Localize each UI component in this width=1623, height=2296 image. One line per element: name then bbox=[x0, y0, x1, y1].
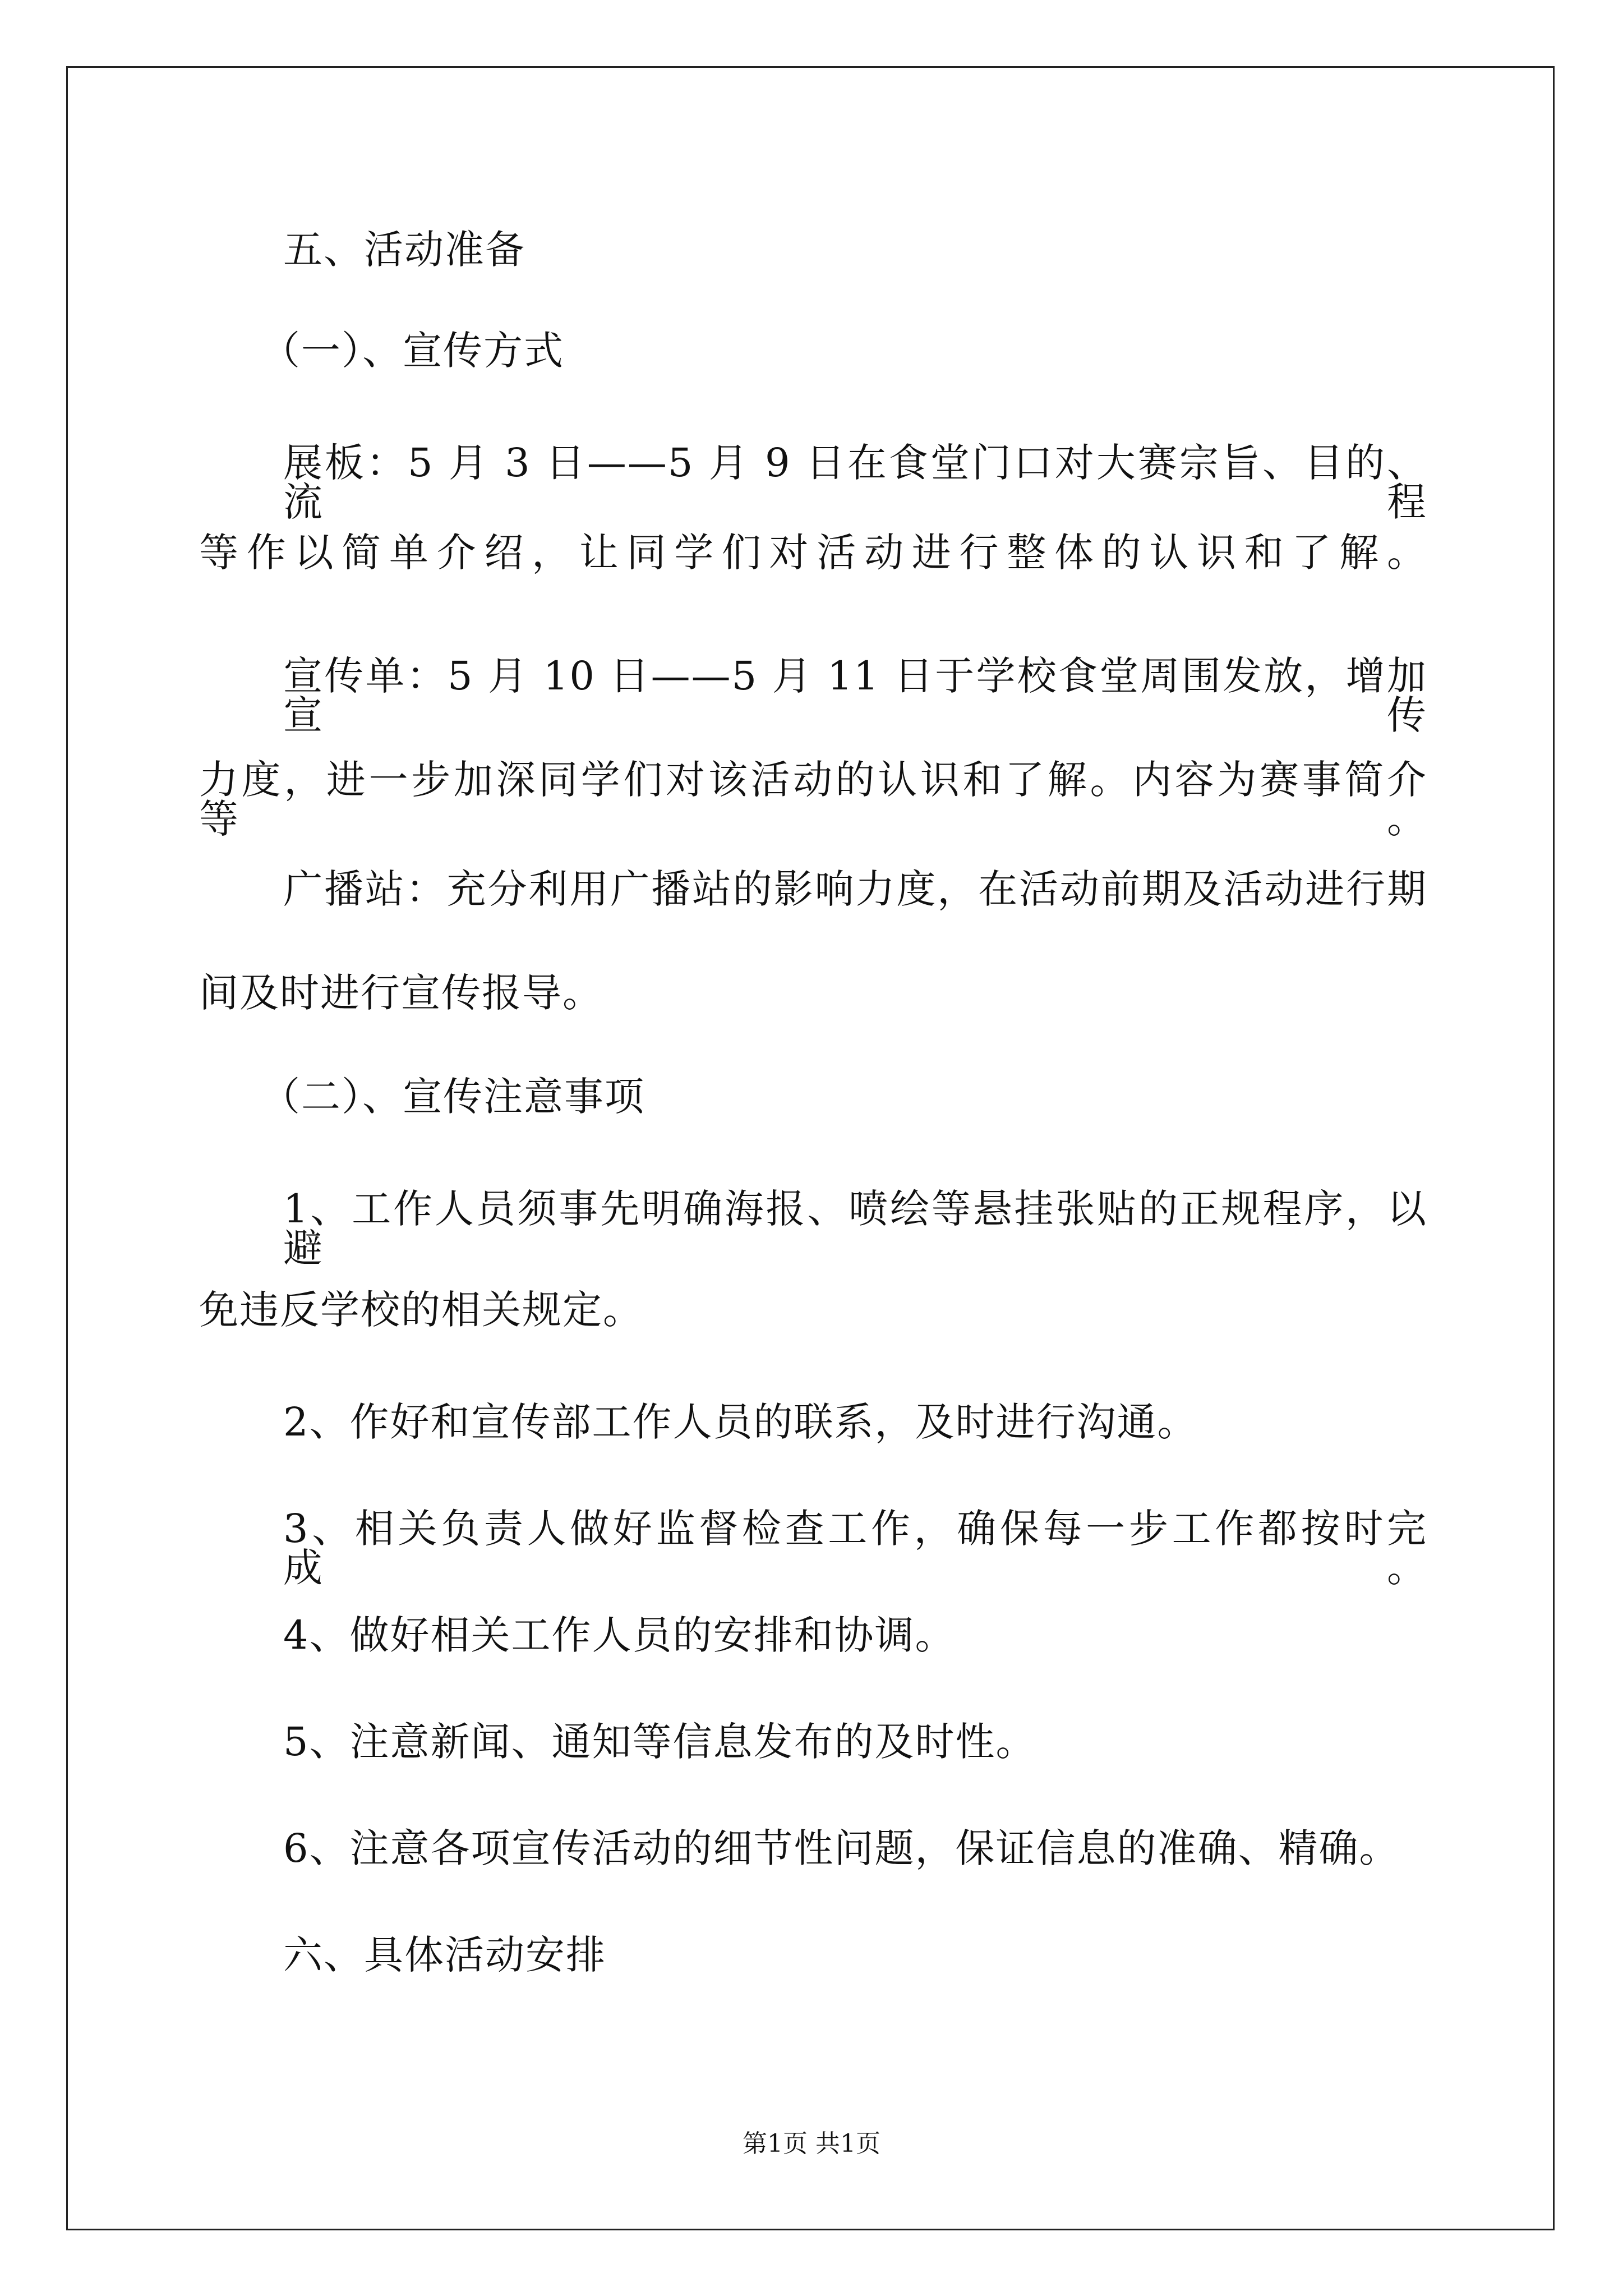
list-item: 6、注意各项宣传活动的细节性问题，保证信息的准确、精确。 bbox=[283, 1825, 1400, 1871]
list-item: 3、相关负责人做好监督检查工作，确保每一步工作都按时完成。 bbox=[283, 1506, 1427, 1591]
paragraph-line: 间及时进行宣传报导。 bbox=[199, 970, 603, 1016]
subsection-heading-2: （二）、宣传注意事项 bbox=[261, 1074, 645, 1120]
page-number-footer: 第1页 共1页 bbox=[743, 2129, 880, 2158]
list-item: 1、工作人员须事先明确海报、喷绘等悬挂张贴的正规程序，以避 bbox=[283, 1186, 1427, 1271]
paragraph-line: 力度，进一步加深同学们对该活动的认识和了解。内容为赛事简介等。 bbox=[199, 757, 1427, 842]
paragraph-line: 等作以简单介绍，让同学们对活动进行整体的认识和了解。 bbox=[199, 530, 1427, 576]
section-heading-6: 六、具体活动安排 bbox=[283, 1932, 606, 1978]
section-heading-5: 五、活动准备 bbox=[283, 227, 525, 273]
list-item: 4、做好相关工作人员的安排和协调。 bbox=[283, 1612, 956, 1658]
page-border bbox=[66, 66, 1555, 2230]
list-item-continuation: 免违反学校的相关规定。 bbox=[199, 1287, 643, 1333]
list-item: 2、作好和宣传部工作人员的联系，及时进行沟通。 bbox=[283, 1399, 1198, 1445]
paragraph-line: 展板：5 月 3 日——5 月 9 日在食堂门口对大赛宗旨、目的、流程 bbox=[283, 440, 1427, 525]
list-item: 5、注意新闻、通知等信息发布的及时性。 bbox=[283, 1719, 1036, 1765]
paragraph-line: 广播站：充分利用广播站的影响力度，在活动前期及活动进行期 bbox=[283, 866, 1427, 912]
paragraph-line: 宣传单：5 月 10 日——5 月 11 日于学校食堂周围发放，增加宣传 bbox=[283, 653, 1427, 738]
subsection-heading-1: （一）、宣传方式 bbox=[261, 328, 564, 374]
